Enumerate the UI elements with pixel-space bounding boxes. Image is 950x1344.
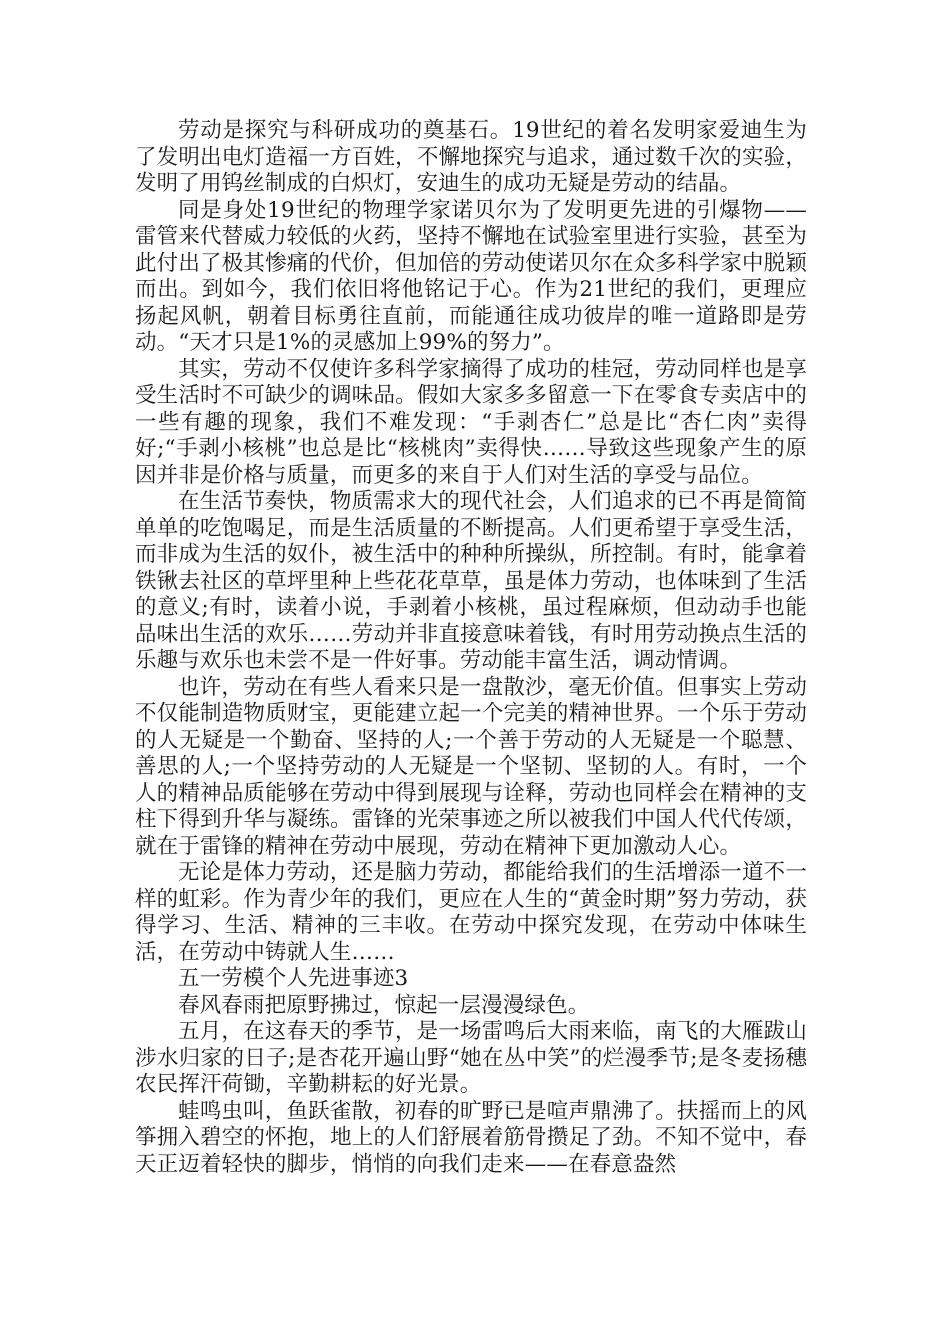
paragraph-8: 五月，在这春天的季节，是一场雷鸣后大雨来临，南飞的大雁跋山涉水归家的日子;是杏花开遍山野“她在丛中笑”的烂漫季节;是冬麦扬穗农民挥汗荷锄，辛勤耕耘的好光景。 <box>135 1019 807 1097</box>
paragraph-9: 蛙鸣虫叫，鱼跃雀散，初春的旷野已是喧声鼎沸了。扶摇而上的风筝拥入碧空的怀抱，地上的人们舒展着筋骨攒足了劲。不知不觉中，春天正迈着轻快的脚步，悄悄的向我们走来——在春意盎然 <box>135 1098 807 1177</box>
paragraph-7: 春风春雨把原野拂过，惊起一层漫漫绿色。 <box>178 992 590 1018</box>
paragraph-3: 其实，劳动不仅使许多科学家摘得了成功的桂冠，劳动同样也是享受生活时不可缺少的调味品。假如大家多多留意一下在零食专卖店中的一些有趣的现象，我们不难发现：“手剥杏仁”总是比“杏仁肉”卖得好;“手剥小核桃”也总是比“核桃肉”卖得快……导致这些现象产生的原因并非是价格与质量，而更多的来自于人们对生活的享受与品位。 <box>135 356 807 488</box>
document-body <box>135 118 807 1178</box>
paragraph-2: 同是身处19世纪的物理学家诺贝尔为了发明更先进的引爆物——雷管来代替威力较低的火药，坚持不懈地在试验室里进行实验，甚至为此付出了极其惨痛的代价，但加倍的劳动使诺贝尔在众多科学家中脱颖而出。到如今，我们依旧将他铭记于心。作为21世纪的我们，更理应扬起风帆，朝着目标勇往直前，而能通往成功彼岸的唯一道路即是劳动。“天才只是1%的灵感加上99%的努力”。 <box>135 197 807 355</box>
paragraph-5: 也许，劳动在有些人看来只是一盘散沙，毫无价值。但事实上劳动不仅能制造物质财宝，更能建立起一个完美的精神世界。一个乐于劳动的人无疑是一个勤奋、坚持的人;一个善于劳动的人无疑是一个聪慧、善思的人;一个坚持劳动的人无疑是一个坚韧、坚韧的人。有时，一个人的精神品质能够在劳动中得到展现与诠释，劳动也同样会在精神的支柱下得到升华与凝练。雷锋的光荣事迹之所以被我们中国人代代传颂，就在于雷锋的精神在劳动中展现，劳动在精神下更加激动人心。 <box>135 674 807 859</box>
paragraph-1: 劳动是探究与科研成功的奠基石。19世纪的着名发明家爱迪生为了发明出电灯造福一方百姓，不懈地探究与追求，通过数千次的实验，发明了用钨丝制成的白炽灯，安迪生的成功无疑是劳动的结晶。 <box>135 118 807 196</box>
section-heading: 五一劳模个人先进事迹3 <box>178 966 409 991</box>
paragraph-6: 无论是体力劳动，还是脑力劳动，都能给我们的生活增添一道不一样的虹彩。作为青少年的我们，更应在人生的“黄金时期”努力劳动，获得学习、生活、精神的三丰收。在劳动中探究发现，在劳动中体味生活，在劳动中铸就人生…… <box>135 860 807 965</box>
paragraph-4: 在生活节奏快，物质需求大的现代社会，人们追求的已不再是简简单单的吃饱喝足，而是生活质量的不断提高。人们更希望于享受生活，而非成为生活的奴仆，被生活中的种种所操纵，所控制。有时，能拿着铁锹去社区的草坪里种上些花花草草，虽是体力劳动，也体味到了生活的意义;有时，读着小说，手剥着小核桃，虽过程麻烦，但动动手也能品味出生活的欢乐……劳动并非直接意味着钱，有时用劳动换点生活的乐趣与欢乐也未尝不是一件好事。劳动能丰富生活，调动情调。 <box>135 489 807 673</box>
